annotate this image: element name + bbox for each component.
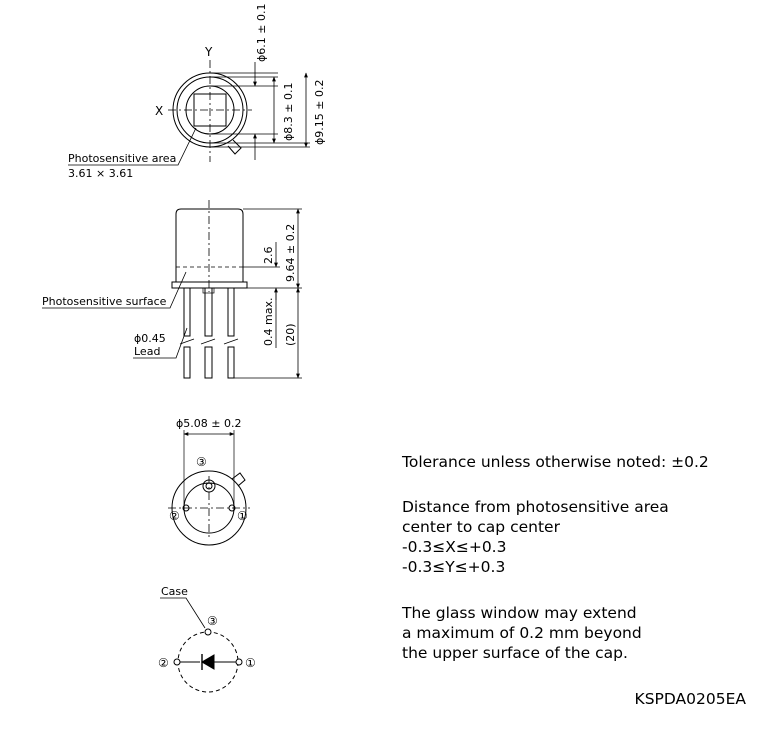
schematic-pin1-label: ① [245, 656, 256, 670]
flange [172, 282, 247, 288]
distance-note: Distance from photosensitive area center to cap center -0.3≤X≤+0.3 -0.3≤Y≤+0.3 [402, 498, 669, 576]
schematic-pin3-label: ③ [207, 614, 218, 628]
drawing-code: KSPDA0205EA [634, 690, 746, 708]
dim-surface-text: 2.6 [262, 246, 275, 264]
lead-center [205, 288, 212, 336]
schematic [160, 598, 242, 692]
dim-window-text: ϕ6.1 ± 0.1 [255, 3, 268, 62]
tolerance-note: Tolerance unless otherwise noted: ±0.2 [402, 453, 709, 471]
photosensitive-area-label: Photosensitive area [68, 152, 177, 165]
lead-diameter-label: ϕ0.45 [134, 332, 166, 345]
terminal-1 [236, 659, 242, 665]
bottom-view [168, 430, 250, 545]
lead-label: Lead [134, 345, 161, 358]
glass-window-note: The glass window may extend a maximum of 0.2 mm beyond the upper surface of the cap. [402, 604, 642, 662]
dim-height-text: 9.64 ± 0.2 [284, 223, 297, 282]
dim-lead-length-text: (20) [284, 323, 297, 346]
top-view [68, 60, 310, 165]
photosensitive-surface-label: Photosensitive surface [42, 295, 167, 308]
terminal-2 [174, 659, 180, 665]
schematic-pin2-label: ② [158, 656, 169, 670]
diode-symbol [202, 655, 214, 669]
case-label: Case [161, 585, 188, 598]
bottom-pin3-label: ③ [196, 455, 207, 469]
dim-lead-offset-text: 0.4 max. [262, 297, 275, 346]
lead-right [228, 288, 234, 336]
axis-y-label: Y [205, 45, 213, 59]
side-view [42, 200, 302, 378]
axis-x-label: X [155, 104, 164, 118]
photosensitive-area-value: 3.61 × 3.61 [68, 167, 134, 180]
case-terminal [205, 629, 211, 635]
bottom-pin2-label: ② [169, 509, 180, 523]
bottom-pin1-label: ① [237, 509, 248, 523]
cap-body [176, 209, 243, 282]
dim-flange-text: ϕ9.15 ± 0.2 [313, 79, 326, 145]
dim-cap-text: ϕ8.3 ± 0.1 [282, 82, 295, 141]
dim-pcd-text: ϕ5.08 ± 0.2 [176, 417, 242, 430]
